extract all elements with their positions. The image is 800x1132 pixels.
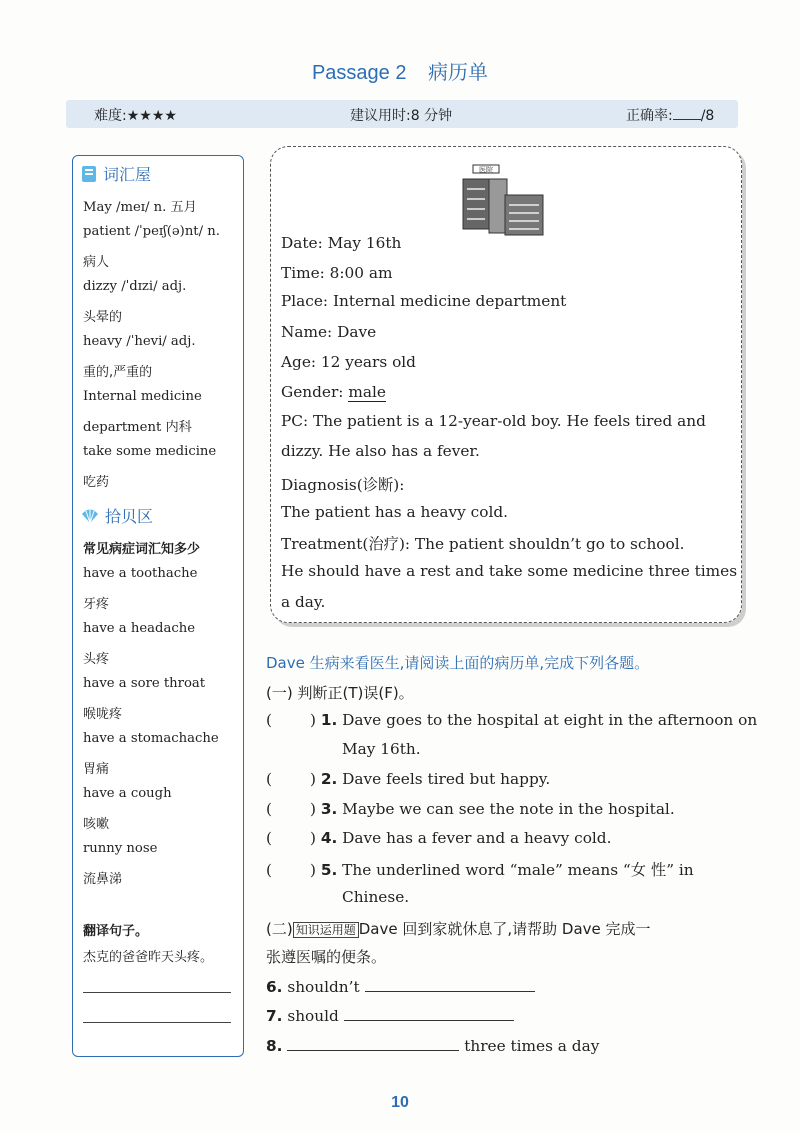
answer-paren-open: ( <box>266 711 272 729</box>
part2-title: (二) 知识运用题 Dave 回到家就休息了,请帮助 Dave 完成一 <box>266 920 651 938</box>
accuracy-total: /8 <box>700 108 715 124</box>
page-title <box>0 56 800 85</box>
difficulty-stars: ★★★★ <box>126 108 177 124</box>
translate-sentence: 杰克的爸爸昨天头疼。 <box>83 950 214 965</box>
fill-question-7: 7. should <box>266 1007 514 1025</box>
tf-question-4: ( ) 4. Dave has a fever and a heavy cold. <box>266 829 612 847</box>
translate-title: 翻译句子。 <box>83 924 149 939</box>
shell-line: 牙疼 <box>83 597 110 612</box>
shell-line: have a toothache <box>83 566 198 581</box>
info-bar <box>66 100 738 128</box>
shell-line: have a stomachache <box>83 731 219 746</box>
record-pc-line-1: PC: The patient is a 12-year-old boy. He feels tired and <box>281 412 706 430</box>
fill-question-6: 6. shouldn’t <box>266 978 535 996</box>
accuracy-blank[interactable] <box>673 119 701 120</box>
shell-icon <box>81 508 99 524</box>
tf-question-5: ( ) 5. The underlined word “male” means “女 性” in <box>266 861 694 879</box>
vocab-line: department 内科 <box>83 420 192 435</box>
difficulty-label: 难度: <box>94 108 127 124</box>
fill-blank-6[interactable] <box>365 991 535 992</box>
record-age: Age: 12 years old <box>281 353 416 371</box>
shell-line: runny nose <box>83 841 158 856</box>
part2-tag: 知识运用题 <box>293 922 359 938</box>
translate-answer-line-1[interactable] <box>83 992 231 993</box>
accuracy-label: 正确率: <box>626 108 673 124</box>
shell-line: 流鼻涕 <box>83 872 123 887</box>
shell-line: 头疼 <box>83 652 110 667</box>
vocab-line: patient /ˈpeɪʃ(ə)nt/ n. <box>83 224 220 239</box>
record-time: Time: 8:00 am <box>281 264 393 282</box>
book-icon <box>81 165 97 183</box>
record-diagnosis: The patient has a heavy cold. <box>281 503 508 521</box>
translate-answer-line-2[interactable] <box>83 1022 231 1023</box>
vocab-line: 病人 <box>83 255 110 270</box>
medical-record-card <box>270 146 742 623</box>
shell-subtitle: 常见病症词汇知多少 <box>83 542 201 557</box>
shell-line: 咳嗽 <box>83 817 110 832</box>
vocab-line: heavy /ˈhevi/ adj. <box>83 334 196 349</box>
shell-line: 喉咙疼 <box>83 707 123 722</box>
part1-title: (一) 判断正(T)误(F)。 <box>266 684 414 702</box>
difficulty <box>94 105 177 125</box>
record-place: Place: Internal medicine department <box>281 292 567 310</box>
tf-question-1: ( ) 1. Dave goes to the hospital at eight in the afternoon on <box>266 711 758 729</box>
tf-question-2: ( ) 2. Dave feels tired but happy. <box>266 770 551 788</box>
tf-question-1-cont: May 16th. <box>342 740 421 758</box>
vocab-line: 重的,严重的 <box>83 365 153 380</box>
fill-blank-8[interactable] <box>287 1050 459 1051</box>
record-treatment-line-2: He should have a rest and take some medicine three times <box>281 562 738 580</box>
record-diagnosis-label: Diagnosis(诊断): <box>281 476 405 494</box>
tf-question-3: ( ) 3. Maybe we can see the note in the hospital. <box>266 800 675 818</box>
shell-line: have a sore throat <box>83 676 206 691</box>
shell-line: 胃痛 <box>83 762 110 777</box>
hospital-building-icon <box>459 155 549 237</box>
vocab-line: take some medicine <box>83 444 217 459</box>
vocab-line: 头晕的 <box>83 310 123 325</box>
part2-title-cont: 张遵医嘱的便条。 <box>266 948 387 966</box>
suggested-time: 建议用时:8 分钟 <box>350 108 453 124</box>
hospital-sign-text: 医院 <box>479 166 493 174</box>
record-treatment-line-1: Treatment(治疗): The patient shouldn’t go to school. <box>281 535 685 553</box>
vocab-line: Internal medicine <box>83 389 202 404</box>
vocab-line: 吃药 <box>83 475 110 490</box>
passage-title-cn: 病历单 <box>428 62 489 84</box>
vocab-line: dizzy /ˈdɪzi/ adj. <box>83 279 187 294</box>
tf-question-5-cont: Chinese. <box>342 888 410 906</box>
record-gender: Gender: male <box>281 383 386 401</box>
fill-question-8: 8. three times a day <box>266 1037 600 1055</box>
gender-underlined-word: male <box>348 383 386 401</box>
fill-blank-7[interactable] <box>344 1020 514 1021</box>
record-pc-line-2: dizzy. He also has a fever. <box>281 442 480 460</box>
record-treatment-line-3: a day. <box>281 593 326 611</box>
page-number: 10 <box>391 1094 409 1111</box>
shell-line: have a headache <box>83 621 196 636</box>
shell-line: have a cough <box>83 786 172 801</box>
passage-label: Passage 2 <box>311 62 407 84</box>
record-name: Name: Dave <box>281 323 377 341</box>
question-instruction: Dave 生病来看医生,请阅读上面的病历单,完成下列各题。 <box>266 654 650 672</box>
vocab-line: May /meɪ/ n. 五月 <box>83 200 197 215</box>
accuracy <box>626 105 714 125</box>
record-date: Date: May 16th <box>281 234 402 252</box>
vocab-section-title: 词汇屋 <box>81 162 151 185</box>
shell-section-title: 拾贝区 <box>81 504 153 527</box>
sidebar <box>72 155 244 1057</box>
answer-paren-close: ) <box>309 711 316 729</box>
